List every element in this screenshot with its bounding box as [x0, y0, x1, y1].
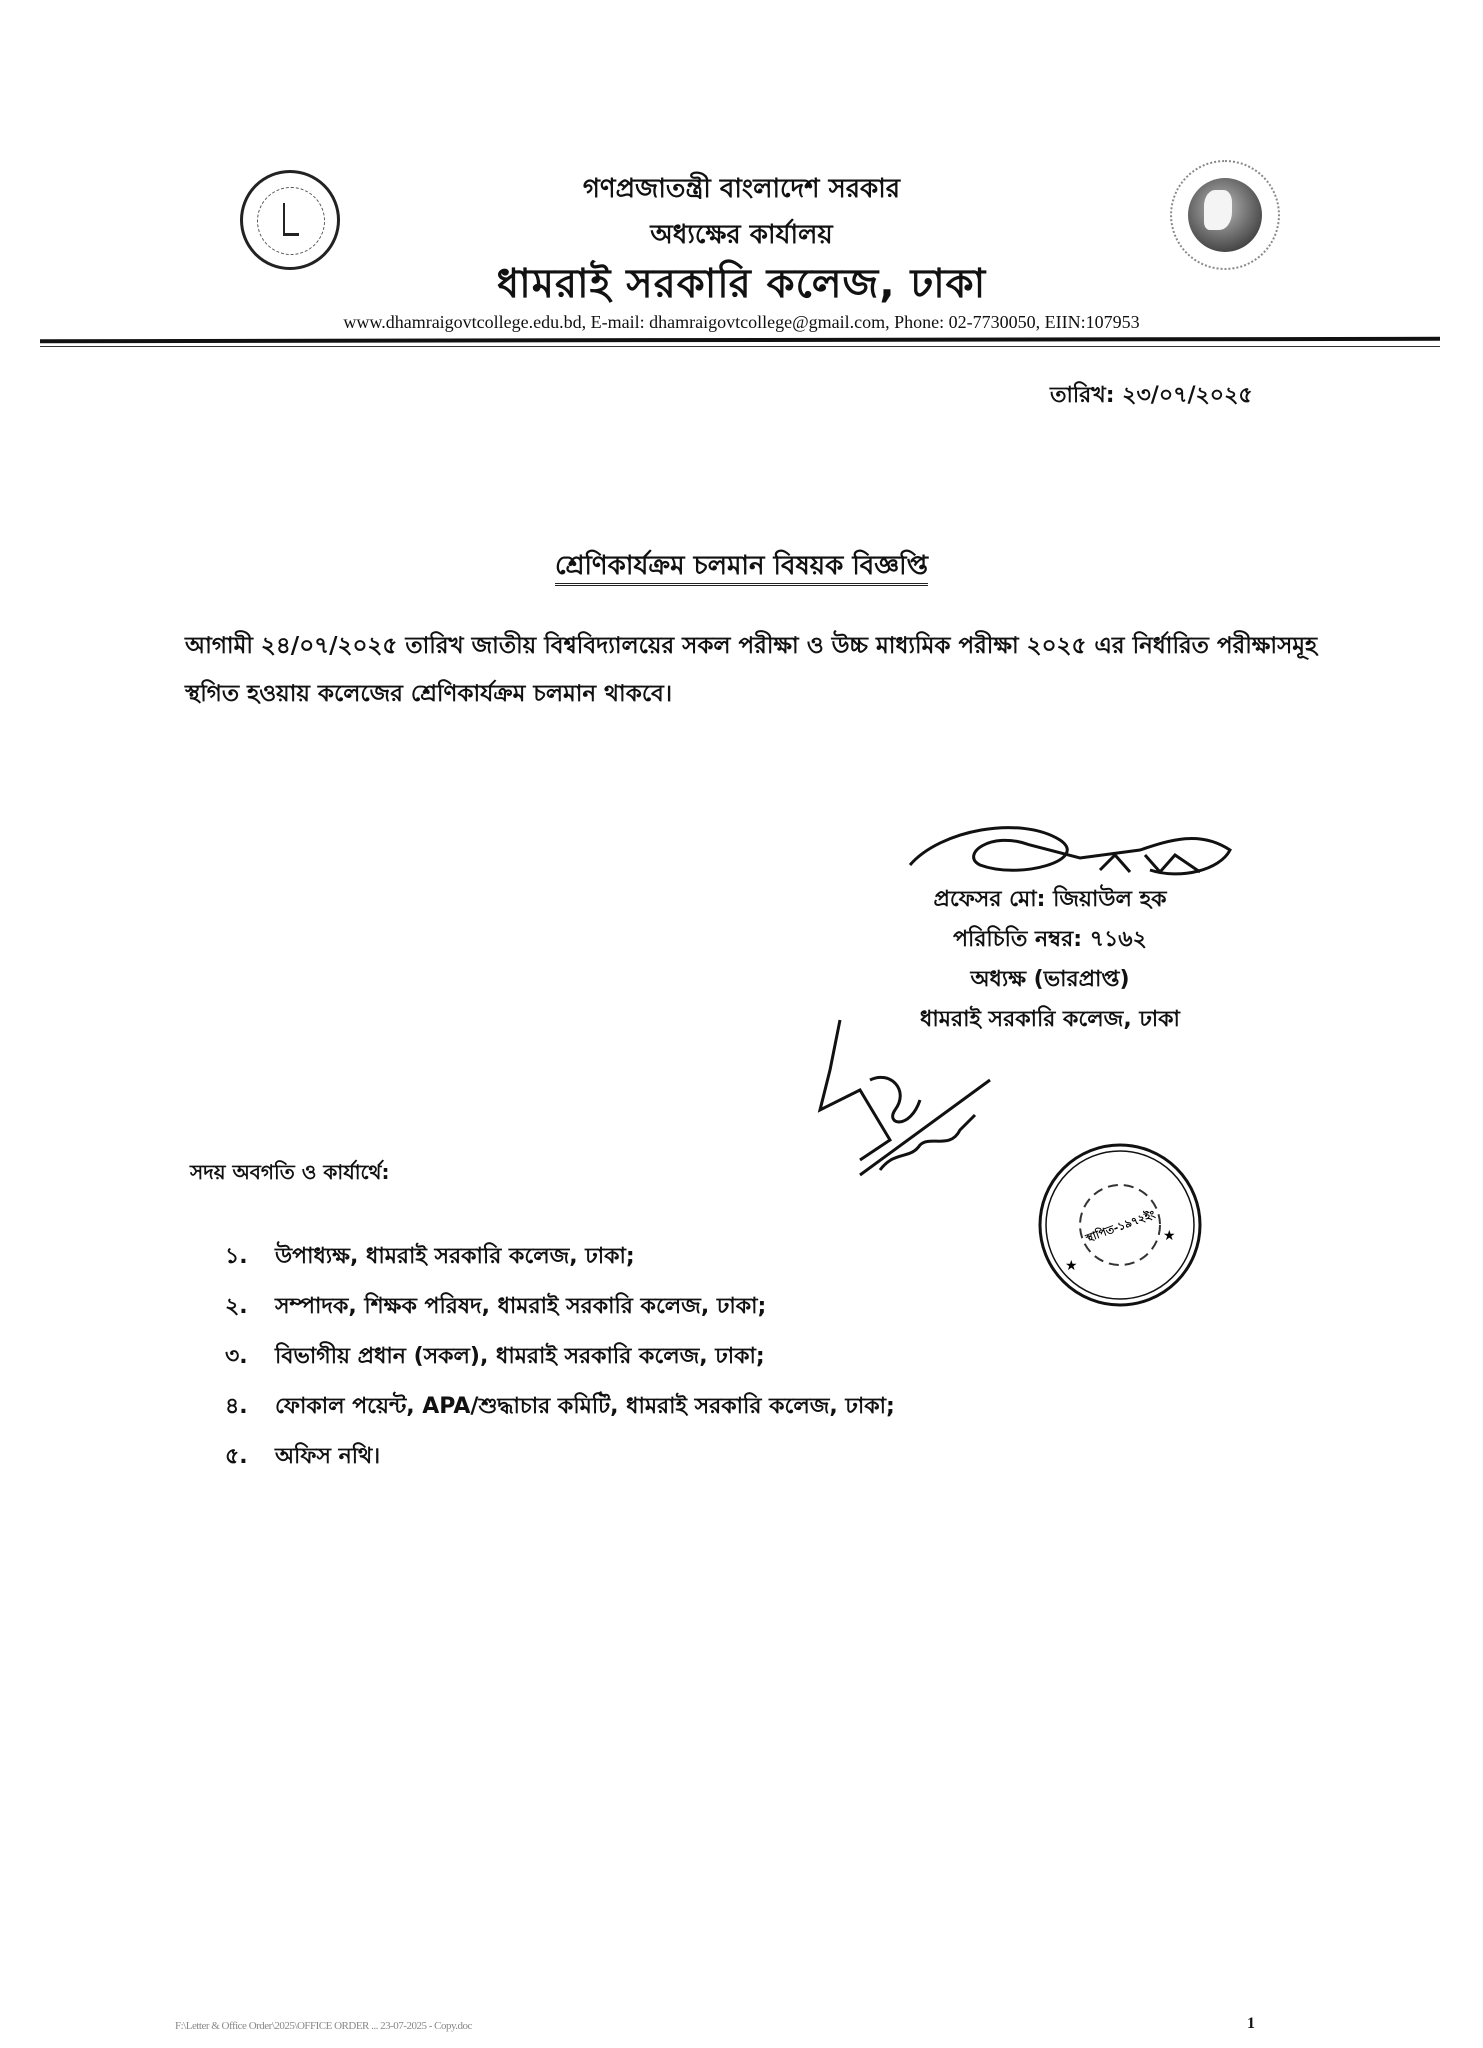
signatory-institution: ধামরাই সরকারি কলেজ, ঢাকা [920, 1007, 1180, 1032]
item-text: বিভাগীয় প্রধান (সকল), ধামরাই সরকারি কলেজ, ঢাকা; [275, 1344, 765, 1369]
footer-file-path: F:\Letter & Office Order\2025\OFFICE ORDER ... 23-07-2025 - Copy.doc [175, 2020, 472, 2032]
distribution-item [225, 1232, 895, 1282]
distribution-item [225, 1432, 895, 1482]
item-number: ৫. [225, 1444, 248, 1469]
signature-icon [900, 810, 1240, 890]
distribution-item [225, 1282, 895, 1332]
notice-title-text: শ্রেণিকার্যক্রম চলমান বিষয়ক বিজ্ঞপ্তি [555, 551, 928, 586]
item-number: ৪. [225, 1394, 248, 1419]
header-divider-thick [40, 337, 1440, 343]
seal-inner-text: স্থাপিত-১৯৭২ইং [1084, 1207, 1158, 1245]
item-text: অফিস নথি। [275, 1444, 381, 1469]
office-name: অধ্যক্ষের কার্যালয় [650, 220, 833, 250]
item-text: সম্পাদক, শিক্ষক পরিষদ, ধামরাই সরকারি কলেজ, ঢাকা; [275, 1294, 767, 1319]
distribution-heading: সদয় অবগতি ও কার্যার্থে: [190, 1160, 390, 1184]
item-text: ফোকাল পয়েন্ট, APA/শুদ্ধাচার কমিটি, ধামরাই সরকারি কলেজ, ঢাকা; [275, 1394, 895, 1419]
distribution-item [225, 1332, 895, 1382]
seal-star-icon: ★ [1163, 1228, 1176, 1244]
item-number: ২. [225, 1294, 248, 1319]
item-number: ১. [225, 1244, 248, 1269]
contact-info: www.dhamraigovtcollege.edu.bd, E-mail: dhamraigovtcollege@gmail.com, Phone: 02-7730050, EIIN:107953 [343, 312, 1140, 332]
distribution-item [225, 1382, 895, 1432]
distribution-list [225, 1232, 895, 1482]
signatory-id: পরিচিতি নম্বর: ৭১৬২ [953, 927, 1147, 952]
college-seal-stamp-icon [1035, 1140, 1205, 1310]
notice-title [0, 545, 1483, 589]
signatory-designation: অধ্যক্ষ (ভারপ্রাপ্ত) [970, 967, 1130, 992]
header-divider-thin [40, 346, 1440, 347]
seal-star-icon: ★ [1065, 1258, 1078, 1274]
signatory-name: প্রফেসর মো: জিয়াউল হক [933, 887, 1167, 912]
page-number: 1 [1247, 2015, 1255, 2032]
notice-body: আগামী ২৪/০৭/২০২৫ তারিখ জাতীয় বিশ্ববিদ্যালয়ের সকল পরীক্ষা ও উচ্চ মাধ্যমিক পরীক্ষা ২০২৫ এর নির্ধারিত পরীক্ষাসমূহ স্থগিত হওয়ায় কলেজের শ্রেণিকার্যক্রম চলমান থাকবে। [185, 633, 1318, 707]
institution-name: ধামরাই সরকারি কলেজ, ঢাকা [496, 261, 987, 307]
item-text: উপাধ্যক্ষ, ধামরাই সরকারি কলেজ, ঢাকা; [275, 1244, 635, 1269]
document-date: তারিখ: ২৩/০৭/২০২৫ [1050, 383, 1253, 408]
government-name: গণপ্রজাতন্ত্রী বাংলাদেশ সরকার [582, 174, 901, 204]
handwritten-initial-date-icon [800, 1010, 1000, 1180]
item-number: ৩. [225, 1344, 248, 1369]
